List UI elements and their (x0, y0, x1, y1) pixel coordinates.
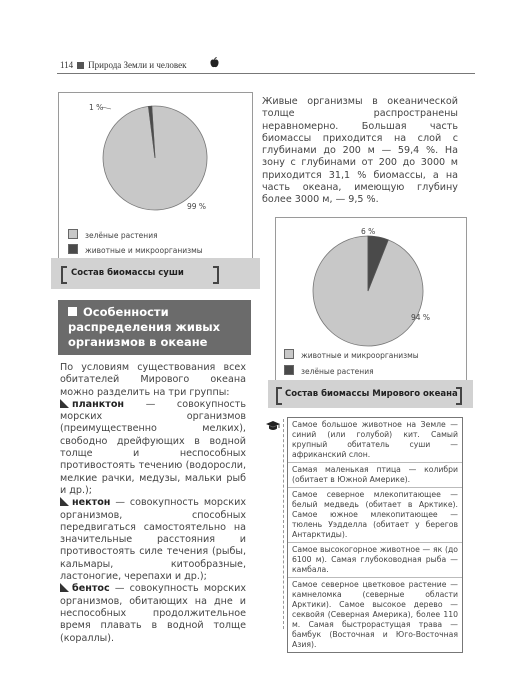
group-planktron (60, 399, 246, 497)
legend-label: животные и микроорганизмы (85, 246, 203, 255)
bracket-left (276, 387, 282, 405)
figure-caption: Состав биомассы Мирового океана (285, 389, 458, 399)
group-text: — совокупность морских организмов, способных передвигаться самостоятельно на значительные расстояния и противостоять силе течения (рыбы, кальмары, китообразные, ластоногие, черепахи и др.); (60, 497, 246, 583)
group-term: нектон (72, 497, 111, 509)
caption-frame (276, 384, 464, 404)
legend-label: животные и микроорганизмы (301, 351, 419, 360)
pie-label-large: 99 % (187, 202, 207, 211)
facts-box (287, 417, 463, 653)
bracket-right (213, 266, 219, 284)
legend-item (284, 365, 374, 376)
running-head (60, 60, 186, 70)
legend-swatch (284, 365, 294, 375)
triangle-marker-icon (60, 497, 69, 506)
group-term: бентос (72, 583, 110, 595)
fact-item: Самое высокогорное животное — як (до 6100 м). Самая глубоководная рыба — камбала. (288, 543, 462, 578)
bracket-right (456, 387, 462, 405)
pie-label-large: 94 % (411, 313, 431, 322)
page-number: 114 (60, 60, 74, 70)
caption-band-land (51, 258, 260, 289)
fact-item: Самое северное цветковое растение — камнеломка (северные области Арктики). Самое высокое дерево — секвойя (Северная Америка), более 110 м. Самая быстрорастущая трава — бамбук (Восточная и Юго-Восточная Азия). (292, 580, 458, 649)
running-title: Природа Земли и человек (88, 60, 187, 70)
intro-paragraph: По условиям существования всех обитателей Мирового океана можно разделить на три группы: (60, 362, 246, 398)
triangle-marker-icon (60, 399, 69, 408)
biomass-depth-paragraph: Живые организмы в океанической толще распространены неравномерно. Большая часть биомассы приходится на слой с глубинами до 200 м — 59,4 %. На зону с глубинами от 200 до 3000 м приходится 31,1 % биомассы, а на часть океана, имеющую глубину более 3000 м, — 9,5 %. (262, 96, 458, 206)
section-heading (58, 300, 251, 355)
group-benthos (60, 583, 246, 644)
fact-item: Самое северное млекопитающее — белый медведь (обитает в Арктике). Самое южное млекопитающее — тюлень Уэдделла (обитает у берегов Антарктиды). (288, 488, 462, 543)
right-body-text (262, 96, 458, 207)
legend-label: зелёные растения (85, 231, 158, 240)
legend-swatch (68, 244, 78, 254)
legend-swatch (68, 229, 78, 239)
section-title: Особенности распределения живых организмов в океане (68, 305, 221, 349)
graduation-cap-icon (266, 421, 280, 431)
group-term: планктон (72, 398, 125, 410)
header-rule (57, 73, 475, 74)
figure-ocean-biomass (275, 217, 467, 382)
group-text: — совокупность морских организмов, обитающих на дне и неспособных продолжительное время плавать в водной толще (кораллы). (60, 583, 246, 644)
legend-label: зелёные растения (301, 367, 374, 376)
facts-dashed-rule (283, 419, 285, 629)
legend-swatch (284, 349, 294, 359)
bracket-left (61, 266, 67, 284)
group-nekton (60, 497, 246, 583)
square-bullet-icon (77, 62, 84, 69)
caption-frame (61, 263, 229, 283)
apple-icon (209, 57, 220, 68)
left-body-text (60, 362, 246, 645)
fact-item: Самая маленькая птица — колибри (обитает в Южной Америке). (288, 463, 462, 488)
figure-caption: Состав биомассы суши (71, 268, 184, 278)
triangle-marker-icon (60, 583, 69, 592)
legend-item (68, 244, 203, 255)
figure-land-biomass (58, 92, 253, 260)
leader-line (102, 107, 111, 109)
legend-item (284, 349, 419, 360)
legend-item (68, 229, 158, 240)
group-text: — совокупность морских организмов (преимущественно мелких), свободно дрейфующих в водной толще и неспособных противостоять течению (водоросли, мелкие рачки, медузы, мальки рыб и др.); (60, 398, 246, 496)
pie-label-small: 1 % (89, 103, 104, 112)
fact-item: Самое большое животное на Земле — синий (или голубой) кит. Самый крупный обитатель суши — африканский слон. (288, 418, 462, 463)
pie-label-small: 6 % (361, 227, 376, 236)
caption-band-ocean (268, 380, 473, 408)
square-bullet-icon (68, 307, 77, 316)
